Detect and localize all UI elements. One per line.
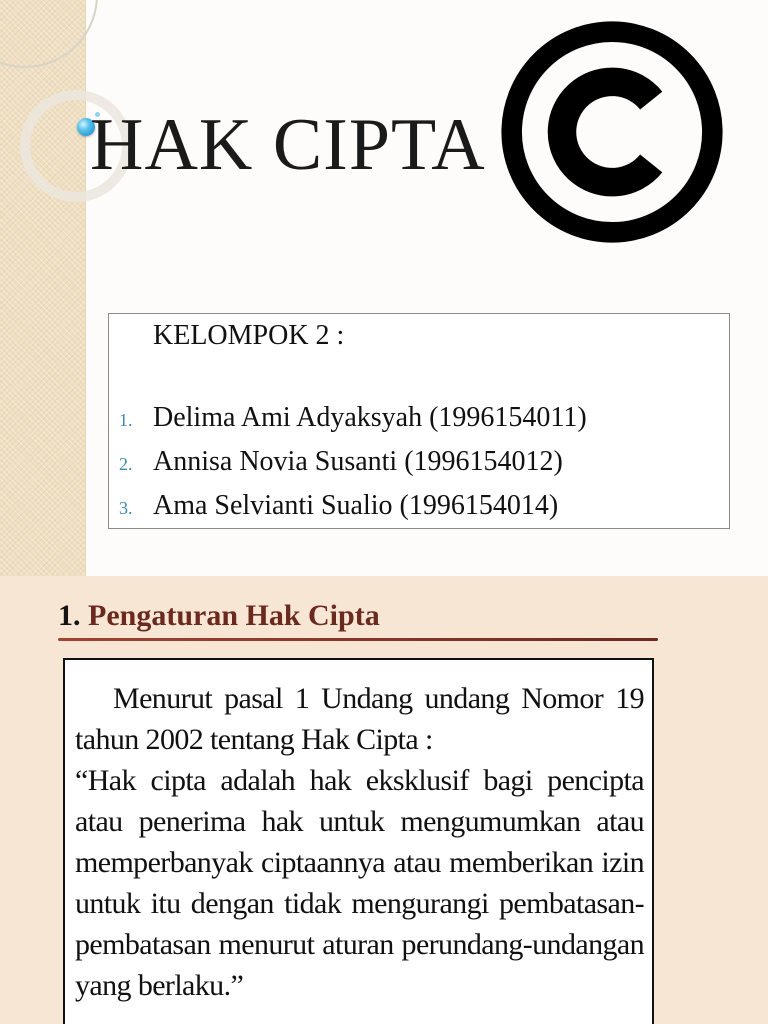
member-list <box>109 402 587 534</box>
content-slide <box>0 576 768 1024</box>
section-heading <box>58 598 380 634</box>
member-item <box>109 402 587 446</box>
member-number: 3. <box>119 498 133 518</box>
copyright-icon <box>498 18 726 246</box>
definition-box <box>63 658 654 1024</box>
heading-underline <box>58 638 658 641</box>
group-label: KELOMPOK 2 : <box>153 320 345 351</box>
member-number: 1. <box>119 410 133 430</box>
decorative-side-band <box>0 0 86 576</box>
slide-title: HAK CIPTA <box>90 104 486 186</box>
member-item <box>109 446 587 490</box>
member-name: Annisa Novia Susanti (1996154012) <box>153 446 563 477</box>
member-item <box>109 490 587 534</box>
member-box <box>108 313 730 529</box>
definition-intro: Menurut pasal 1 Undang undang Nomor 19 tahun 2002 tentang Hak Cipta : <box>75 682 644 756</box>
member-name: Ama Selvianti Sualio (1996154014) <box>153 490 559 521</box>
member-name: Delima Ami Adyaksyah (1996154011) <box>153 402 587 433</box>
definition-quote: “Hak cipta adalah hak eksklusif bagi pencipta atau penerima hak untuk mengumumkan atau memperbanyak ciptaannya atau memberikan izin untuk itu dengan tidak mengurangi pembatasan-pembatasan menurut aturan perundang-undangan yang berlaku.” <box>75 764 644 1002</box>
section-title: Pengaturan Hak Cipta <box>88 599 380 632</box>
member-number: 2. <box>119 454 133 474</box>
section-number: 1. <box>58 599 81 632</box>
